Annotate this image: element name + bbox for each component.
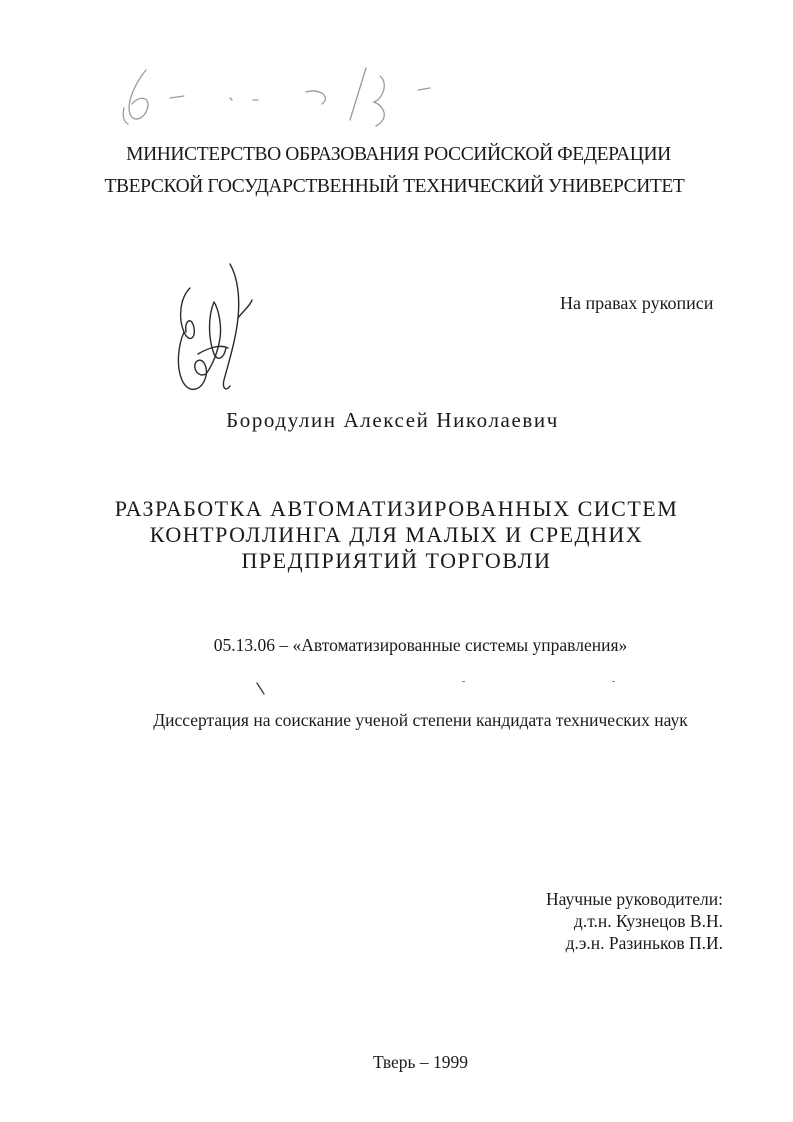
supervisors-heading: Научные руководители: [546, 889, 723, 909]
degree-statement: Диссертация на соискание ученой степени кандидата технических наук [153, 710, 688, 730]
city-year: Тверь – 1999 [373, 1052, 468, 1072]
supervisors-block [546, 888, 723, 954]
handwritten-note-icon [118, 62, 458, 132]
stray-pen-mark-icon [254, 680, 272, 700]
signature-icon [168, 258, 258, 408]
specialty-code: 05.13.06 – «Автоматизированные системы управления» [213, 635, 628, 655]
supervisor-name: д.т.н. Кузнецов В.Н. [573, 911, 723, 931]
dissertation-title [0, 496, 793, 574]
rights-note: На правах рукописи [560, 293, 714, 313]
scan-speck [612, 681, 615, 682]
title-line: ПРЕДПРИЯТИЙ ТОРГОВЛИ [241, 548, 552, 573]
title-line: КОНТРОЛЛИНГА ДЛЯ МАЛЫХ И СРЕДНИХ [149, 522, 644, 547]
university-heading: ТВЕРСКОЙ ГОСУДАРСТВЕННЫЙ ТЕХНИЧЕСКИЙ УНИВЕРСИТЕТ [104, 176, 685, 197]
ministry-heading: МИНИСТЕРСТВО ОБРАЗОВАНИЯ РОССИЙСКОЙ ФЕДЕРАЦИИ [126, 144, 671, 165]
title-line: РАЗРАБОТКА АВТОМАТИЗИРОВАННЫХ СИСТЕМ [114, 496, 679, 521]
author-name: Бородулин Алексей Николаевич [226, 408, 559, 432]
supervisor-name: д.э.н. Разиньков П.И. [565, 933, 723, 953]
scan-speck [462, 681, 465, 682]
